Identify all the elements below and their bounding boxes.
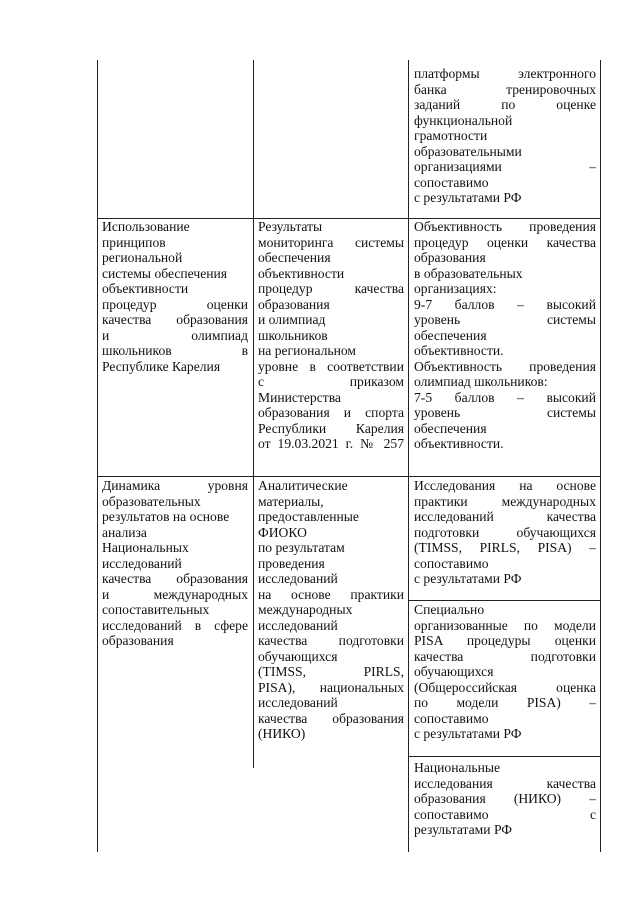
text-line: с результатами РФ — [414, 726, 522, 741]
row3-result-cell-a — [414, 478, 596, 587]
subrow-divider-2 — [408, 756, 601, 757]
text-line: качества образования — [102, 571, 248, 586]
text-line: подготовки обучающихся — [414, 524, 596, 540]
row2-indicator-cell — [102, 219, 248, 374]
text-line: исследований качества — [414, 509, 596, 524]
text-line: по результатам — [258, 540, 345, 555]
text-line: объективности. — [414, 343, 504, 358]
text-line: образования (НИКО) – — [414, 791, 596, 806]
text-line: материалы, — [258, 493, 324, 509]
text-line: олимпиад школьников: — [414, 374, 548, 389]
text-line: исследования качества — [414, 775, 596, 791]
text-line: 7-5 баллов – высокий — [414, 389, 596, 405]
text-line: Использование — [102, 219, 190, 234]
text-line: Национальных — [102, 540, 189, 555]
row-divider-2 — [97, 476, 601, 477]
text-line: качества подготовки — [258, 633, 404, 648]
row3-result-cell-b — [414, 602, 596, 742]
text-line: объективности. — [414, 436, 504, 451]
text-line: объективности — [258, 265, 345, 281]
text-line: региональной — [102, 250, 183, 265]
text-line: образовательными — [414, 143, 522, 159]
text-line: образования — [258, 296, 330, 312]
text-line: (TIMSS, PIRLS, PISA) – — [414, 540, 596, 555]
text-line: образования — [102, 633, 174, 648]
text-line: уровень системы — [414, 405, 596, 420]
text-line: качества образования — [102, 312, 248, 327]
text-line: PISA процедуры оценки — [414, 633, 596, 648]
row3-result-cell-c — [414, 760, 596, 838]
row3-source-cell — [258, 478, 404, 742]
text-line: Объективность проведения — [414, 358, 596, 374]
text-line: сопоставительных — [102, 602, 210, 617]
table-divider-col1 — [253, 60, 254, 768]
text-line: и международных — [102, 586, 248, 602]
row3-indicator-cell — [102, 478, 248, 649]
text-line: проведения — [258, 555, 325, 571]
table-border-left — [97, 60, 98, 852]
text-line: сопоставимо — [414, 555, 489, 571]
text-line: обеспечения — [414, 420, 487, 436]
text-line: мониторинга системы — [258, 234, 404, 250]
text-line: организациях: — [414, 281, 497, 296]
text-line: исследований в сфере — [102, 617, 248, 633]
text-line: Исследования на основе — [414, 478, 596, 493]
text-line: образования — [414, 250, 486, 265]
text-line: по модели PISA) – — [414, 695, 596, 710]
table-divider-col2 — [408, 60, 409, 852]
text-line: грамотности — [414, 128, 488, 143]
text-line: Министерства — [258, 389, 341, 405]
text-line: организациями – — [414, 159, 596, 174]
text-line: системы обеспечения — [102, 265, 228, 281]
text-line: организованные по модели — [414, 617, 596, 633]
text-line: школьников — [258, 327, 328, 343]
text-line: Результаты — [258, 219, 323, 234]
text-line: школьников в — [102, 343, 248, 358]
table-border-right — [600, 60, 601, 852]
text-line: Объективность проведения — [414, 219, 596, 234]
text-line: (Общероссийская оценка — [414, 679, 596, 695]
row1-result-cell — [414, 66, 596, 206]
text-line: сопоставимо — [414, 710, 489, 726]
text-line: Аналитические — [258, 478, 348, 493]
text-line: практики международных — [414, 493, 596, 509]
row2-source-cell — [258, 219, 404, 452]
text-line: исследований — [102, 555, 182, 571]
text-line: уровень системы — [414, 312, 596, 327]
text-line: исследований — [258, 571, 338, 586]
text-line: Динамика уровня — [102, 478, 248, 493]
text-line: анализа — [102, 524, 147, 540]
text-line: обеспечения — [414, 327, 487, 343]
text-line: исследований — [258, 617, 338, 633]
text-line: Республики Карелия — [258, 420, 404, 436]
text-line: принципов — [102, 234, 166, 250]
text-line: заданий по оценке — [414, 97, 596, 112]
text-line: образования и спорта — [258, 405, 404, 420]
row2-result-cell — [414, 219, 596, 452]
text-line: международных — [258, 602, 353, 617]
text-line: функциональной — [414, 112, 513, 128]
text-line: обучающихся — [258, 648, 338, 664]
text-line: (TIMSS, PIRLS, — [258, 664, 404, 679]
text-line: образовательных — [102, 493, 201, 509]
text-line: исследований — [258, 695, 338, 710]
text-line: уровне в соответствии — [258, 358, 404, 374]
text-line: на основе практики — [258, 586, 404, 602]
text-line: сопоставимо с — [414, 806, 596, 822]
text-line: объективности — [102, 281, 189, 296]
text-line: 9-7 баллов – высокий — [414, 296, 596, 312]
text-line: результатов на основе — [102, 509, 230, 524]
text-line: качества подготовки — [414, 648, 596, 664]
text-line: с результатами РФ — [414, 190, 522, 205]
text-line: платформы электронного — [414, 66, 596, 81]
text-line: обучающихся — [414, 664, 494, 679]
text-line: Специально — [414, 602, 485, 617]
text-line: процедур оценки качества — [414, 234, 596, 250]
text-line: PISA), национальных — [258, 679, 404, 695]
text-line: с результатами РФ — [414, 571, 522, 586]
text-line: и олимпиад — [258, 312, 326, 327]
text-line: процедур оценки — [102, 296, 248, 312]
text-line: ФИОКО — [258, 524, 307, 540]
text-line: Национальные — [414, 760, 501, 775]
text-line: банка тренировочных — [414, 81, 596, 97]
text-line: и олимпиад — [102, 327, 248, 343]
subrow-divider-1 — [408, 600, 601, 601]
text-line: качества образования — [258, 710, 404, 726]
text-line: (НИКО) — [258, 726, 306, 741]
text-line: на региональном — [258, 343, 357, 358]
text-line: в образовательных — [414, 265, 523, 281]
text-line: предоставленные — [258, 509, 359, 524]
text-line: результатами РФ — [414, 822, 513, 837]
text-line: Республике Карелия — [102, 358, 221, 374]
text-line: сопоставимо — [414, 174, 489, 190]
text-line: процедур качества — [258, 281, 404, 296]
text-line: с приказом — [258, 374, 404, 389]
text-line: обеспечения — [258, 250, 331, 265]
text-line: от 19.03.2021 г. № 257 — [258, 436, 404, 451]
